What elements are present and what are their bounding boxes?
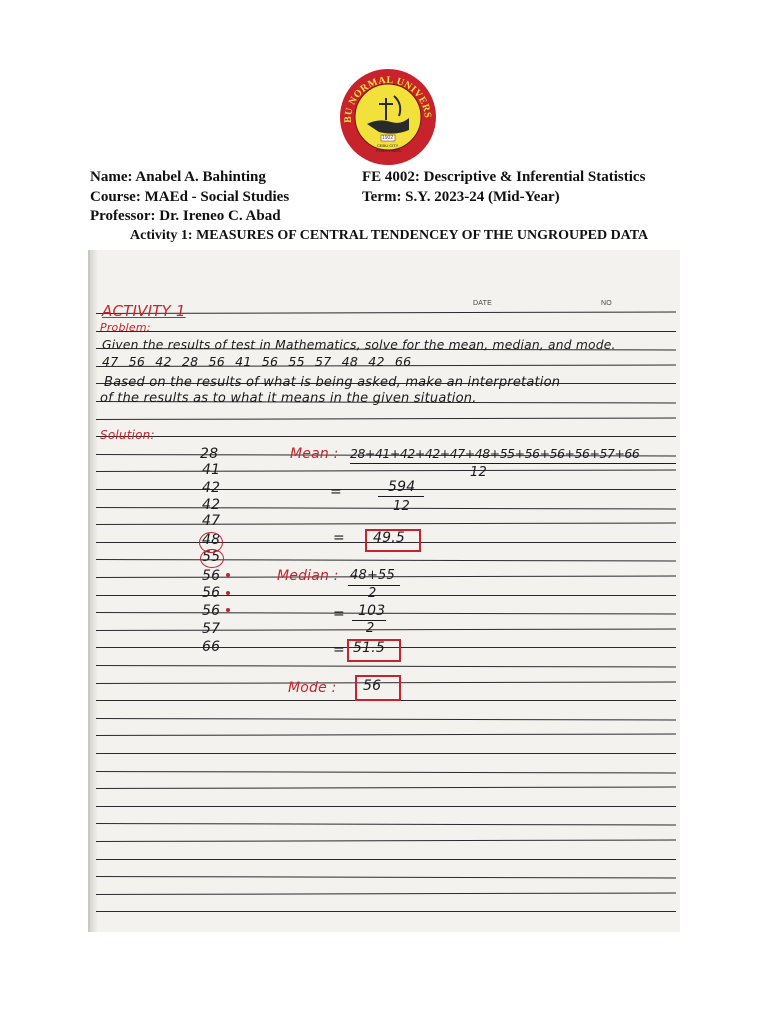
- sorted-value: 57: [202, 621, 221, 637]
- subject: FE 4002: Descriptive & Inferential Statistics: [362, 169, 646, 185]
- ruled-line: [96, 612, 676, 615]
- problem-line-3: Based on the results of what is being asked, make an interpretation: [104, 375, 561, 390]
- median-circle-55: [200, 549, 224, 568]
- ruled-line: [96, 665, 676, 668]
- mean-fraction-bar: [350, 463, 676, 464]
- page-edge-shadow: [90, 250, 98, 932]
- course: Course: MAEd - Social Studies: [90, 189, 290, 205]
- mean-equals: =: [330, 484, 342, 500]
- ruled-line: [96, 507, 676, 510]
- mean-label: Mean :: [290, 446, 339, 462]
- median-numerator: 48+55: [350, 568, 395, 583]
- printed-date-label: DATE: [473, 300, 492, 307]
- median-result-equals: =: [333, 642, 345, 658]
- mode-mark-1: [226, 573, 230, 577]
- activity-heading: ACTIVITY 1: [102, 302, 186, 320]
- ruled-line: [96, 753, 676, 754]
- mode-mark-3: [226, 608, 230, 612]
- seal-university-text: BU NORMAL UNIVERS: [342, 74, 434, 124]
- mode-label: Mode :: [288, 680, 337, 696]
- student-name: Name: Anabel A. Bahinting: [90, 169, 266, 185]
- mean-sum-denominator: 12: [393, 499, 410, 514]
- sorted-value: 28: [200, 446, 219, 462]
- ruled-line: [96, 823, 676, 826]
- median-sum: 103: [358, 603, 386, 619]
- sorted-value: 56: [202, 585, 221, 601]
- sorted-value: 55: [202, 549, 221, 565]
- term: Term: S.Y. 2023-24 (Mid-Year): [362, 189, 560, 205]
- median-equals: =: [333, 606, 345, 622]
- professor: Professor: Dr. Ireneo C. Abad: [90, 208, 281, 224]
- median-result: 51.5: [353, 640, 385, 656]
- ruled-line: [96, 559, 676, 562]
- sorted-value: 42: [202, 480, 221, 496]
- ruled-line: [96, 859, 676, 860]
- seal-city: CEBU CITY: [377, 143, 399, 148]
- printed-no-label: NO: [601, 300, 612, 307]
- problem-scores: 47 56 42 28 56 41 56 55 57 48 42 66: [102, 354, 412, 369]
- median-sum-denominator: 2: [366, 621, 375, 636]
- university-logo: [339, 68, 437, 166]
- sorted-value: 41: [202, 462, 221, 478]
- mean-denominator: 12: [470, 465, 487, 480]
- median-label: Median :: [277, 568, 339, 584]
- sorted-value: 42: [202, 497, 221, 513]
- ruled-line: [96, 331, 676, 332]
- ruled-line: [96, 523, 676, 526]
- notebook-page: [88, 250, 680, 932]
- ruled-line: [96, 806, 676, 807]
- ruled-line: [96, 771, 676, 774]
- sorted-value: 48: [202, 532, 221, 548]
- ruled-line: [96, 839, 676, 842]
- ruled-line: [96, 489, 676, 490]
- sorted-value: 66: [202, 639, 221, 655]
- ruled-line: [96, 787, 676, 790]
- ruled-line: [96, 718, 676, 721]
- ruled-line: [96, 876, 676, 879]
- ruled-line: [96, 892, 676, 895]
- ruled-line: [96, 628, 676, 631]
- ruled-line: [96, 436, 676, 437]
- mean-result: 49.5: [373, 530, 405, 546]
- sorted-value: 56: [202, 603, 221, 619]
- mean-result-equals: =: [333, 530, 345, 546]
- seal-year: 1902: [382, 135, 394, 141]
- mode-result: 56: [363, 678, 382, 694]
- ruled-line: [96, 911, 676, 912]
- median-denominator: 2: [368, 586, 377, 601]
- ruled-line: [96, 417, 676, 420]
- problem-line-4: of the results as to what it means in the given situation.: [100, 391, 477, 406]
- ruled-line: [96, 734, 676, 737]
- problem-line-1: Given the results of test in Mathematics, solve for the mean, median, and mode.: [102, 338, 616, 352]
- solution-label: Solution:: [100, 428, 155, 442]
- mean-numerator: 28+41+42+42+47+48+55+56+56+56+57+66: [350, 446, 640, 461]
- mean-sum: 594: [388, 479, 416, 495]
- problem-label: Problem:: [100, 321, 151, 334]
- sorted-value: 47: [202, 513, 221, 529]
- mean-sum-bar: [378, 496, 424, 497]
- sorted-value: 56: [202, 568, 221, 584]
- ruled-line: [96, 595, 676, 596]
- svg-text:CEBU NORMAL UNIVERSITY: [339, 68, 433, 123]
- mode-mark-2: [226, 591, 230, 595]
- activity-title: Activity 1: MEASURES OF CENTRAL TENDENCEY OF THE UNGROUPED DATA: [130, 228, 649, 243]
- ruled-line: [96, 470, 676, 473]
- seal-country: PHILIPPINES: [376, 148, 401, 153]
